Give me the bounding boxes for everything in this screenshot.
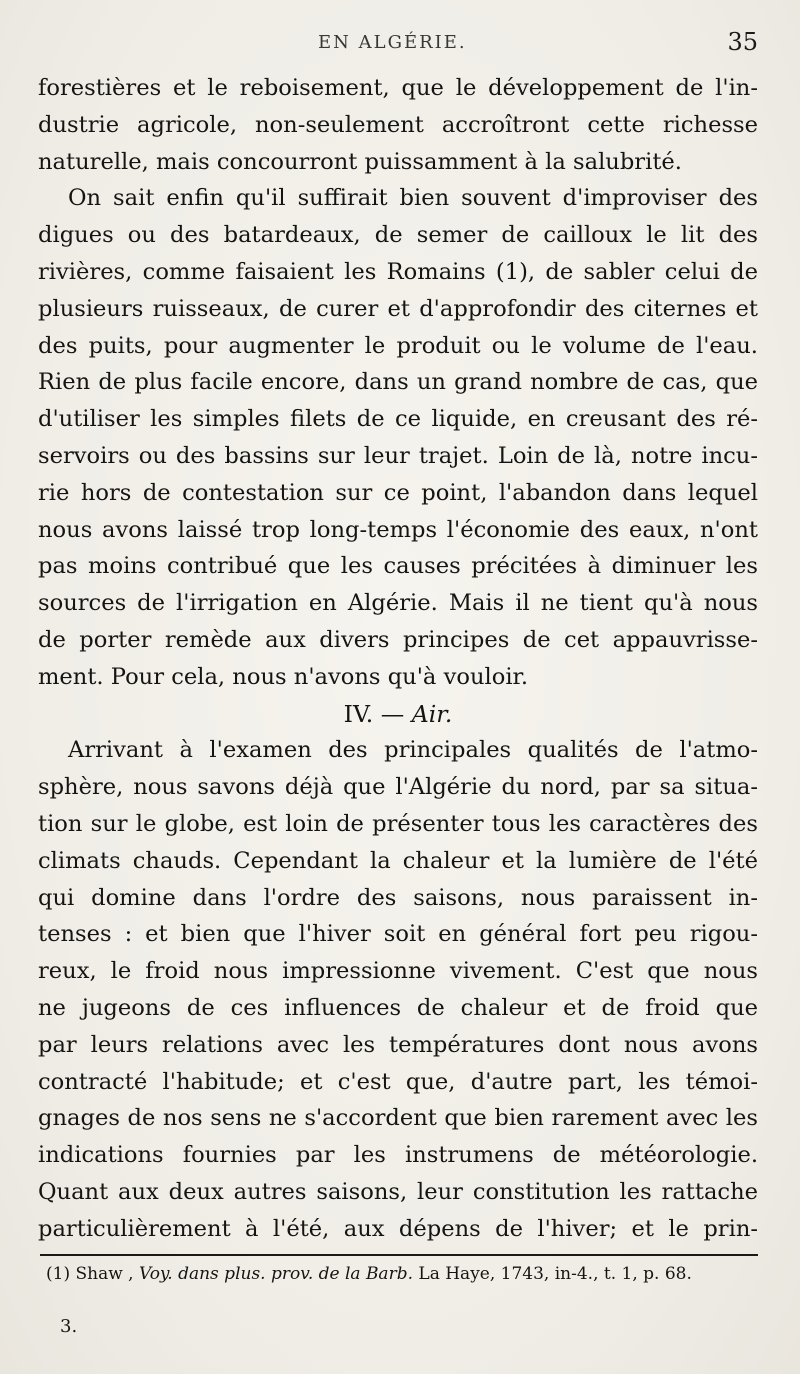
text-line: Quant aux deux autres saisons, leur constitution les rattache xyxy=(38,1178,758,1205)
text-line: tenses : et bien que l'hiver soit en général fort peu rigou- xyxy=(38,921,758,948)
footnote-separator: , xyxy=(122,1264,139,1284)
footnote xyxy=(46,1262,758,1286)
text-line: Rien de plus facile encore, dans un grand nombre de cas, que xyxy=(38,369,758,396)
text-line: tion sur le globe, est loin de présenter tous les caractères des xyxy=(38,810,758,837)
text-line: servoirs ou des bassins sur leur trajet. Loin de là, notre incu- xyxy=(38,442,758,469)
text-line: On sait enfin qu'il suffirait bien souvent d'improviser des xyxy=(68,185,758,212)
section-number: IV. — xyxy=(343,699,412,728)
text-line: d'utiliser les simples filets de ce liquide, en creusant des ré- xyxy=(38,406,758,433)
footnote-publication: La Haye, 1743, in-4., t. 1, p. 68. xyxy=(413,1264,692,1284)
body-text xyxy=(38,70,758,1248)
text-line: nous avons laissé trop long-temps l'économie des eaux, n'ont xyxy=(38,516,758,543)
page-number: 35 xyxy=(727,28,758,56)
footnote-title: Voy. dans plus. prov. de la Barb. xyxy=(138,1264,413,1284)
text-line: climats chauds. Cependant la chaleur et la lumière de l'été xyxy=(38,847,758,874)
text-line: particulièrement à l'été, aux dépens de l'hiver; et le prin- xyxy=(38,1215,758,1242)
text-line: gnages de nos sens ne s'accordent que bien rarement avec les xyxy=(38,1105,758,1132)
text-line: digues ou des batardeaux, de semer de cailloux le lit des xyxy=(38,222,758,249)
text-line: de porter remède aux divers principes de cet appauvrisse- xyxy=(38,626,758,653)
running-head: EN ALGÉRIE. xyxy=(318,32,467,53)
text-line: ment. Pour cela, nous n'avons qu'à vouloir. xyxy=(38,663,529,690)
text-line: des puits, pour augmenter le produit ou le volume de l'eau. xyxy=(38,332,758,359)
footnote-rule xyxy=(40,1254,758,1256)
section-heading xyxy=(38,696,758,733)
text-line: reux, le froid nous impressionne vivement. C'est que nous xyxy=(38,958,758,985)
text-line: forestières et le reboisement, que le développement de l'in- xyxy=(38,75,758,101)
text-line: contracté l'habitude; et c'est que, d'autre part, les témoi- xyxy=(38,1068,758,1095)
footnote-marker: (1) Shaw xyxy=(46,1264,123,1284)
text-line: ne jugeons de ces influences de chaleur et de froid que xyxy=(38,994,758,1021)
signature-mark: 3. xyxy=(60,1316,78,1337)
text-line: sources de l'irrigation en Algérie. Mais il ne tient qu'à nous xyxy=(38,590,758,617)
text-line: rie hors de contestation sur ce point, l'abandon dans lequel xyxy=(38,479,758,506)
text-line: indications fournies par les instrumens de météorologie. xyxy=(38,1142,758,1169)
section-title: Air. xyxy=(411,699,453,728)
text-line: Arrivant à l'examen des principales qualités de l'atmo- xyxy=(68,737,758,764)
text-line: qui domine dans l'ordre des saisons, nous paraissent in- xyxy=(38,884,758,911)
text-line: rivières, comme faisaient les Romains (1), de sabler celui de xyxy=(38,258,758,285)
text-line: naturelle, mais concourront puissamment à la salubrité. xyxy=(38,148,682,175)
text-line: plusieurs ruisseaux, de curer et d'approfondir des citernes et xyxy=(38,295,758,322)
text-line: pas moins contribué que les causes précitées à diminuer les xyxy=(38,553,758,580)
text-line: sphère, nous savons déjà que l'Algérie du nord, par sa situa- xyxy=(38,774,758,801)
text-line: dustrie agricole, non-seulement accroîtront cette richesse xyxy=(38,111,758,138)
text-line: par leurs relations avec les températures dont nous avons xyxy=(38,1031,758,1058)
